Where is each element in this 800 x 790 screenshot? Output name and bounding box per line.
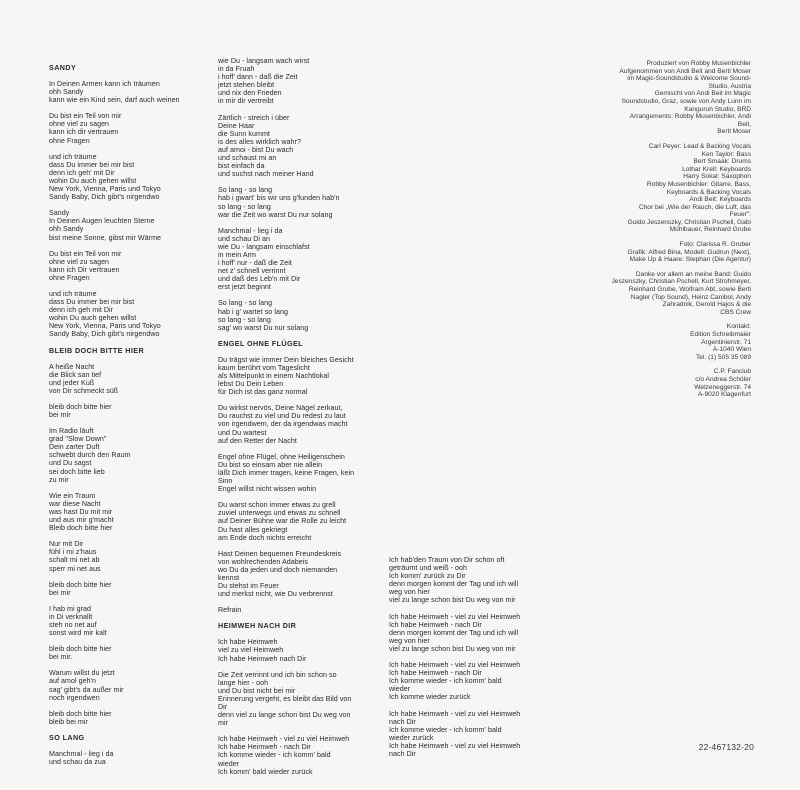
lyric-line: Erinnerung vergeht, es bleibt das Bild von	[218, 694, 352, 703]
lyric-line: kann wie ein Kind sein, darf auch weinen	[49, 96, 180, 105]
stanza-gap	[49, 597, 207, 605]
credit-line: Jeszenszky, Christian Pschell, Kurt Strohmeyer,	[611, 278, 751, 286]
lyric-line: nach Dir	[389, 749, 416, 758]
stanza-gap	[551, 361, 751, 368]
lyric-line: und Du bist nicht bei mir	[218, 686, 296, 695]
lyric-line: Engel ohne Flügel, ohne Heiligenschein	[218, 452, 345, 461]
lyric-line: Ich komme wieder - ich komm' bald	[389, 677, 502, 686]
credit-line: Aufgenommen von Andi Beit and Bertl Moser	[619, 67, 751, 75]
stanza-gap	[49, 201, 207, 209]
lyric-line: viel zu lange schon bist Du weg von mir	[389, 644, 516, 653]
lyric-line: dass Du immer bei mir bist	[49, 160, 135, 169]
credit-line: Guido Jeszenszky, Christian Pschell, Gabi	[627, 218, 751, 226]
credit-line: Soundstudio, Graz, sowie von Andy Lunn im	[621, 97, 751, 105]
lyric-line: Du bist ein Teil von mir	[49, 112, 122, 121]
lyric-line: wieder	[389, 685, 411, 694]
lyric-line: kann ich dir vertrauen	[49, 128, 119, 137]
lyric-line: jetzt stehen bleibt	[218, 81, 275, 90]
lyric-line: steh no net auf	[49, 620, 97, 629]
lyric-line: fühl i mi z'haus	[49, 548, 97, 557]
credit-line: Chor bei „Wie der Rauch, die Luft, das	[638, 203, 751, 211]
lyric-line: kaum berührt vom Tageslicht	[218, 363, 310, 372]
lyric-line: sperr mi net aus	[49, 564, 101, 573]
lyric-line: noch irgendwen	[49, 693, 100, 702]
lyric-line: Engel willst nicht wissen wohin	[218, 485, 317, 494]
lyric-line: schalt mi net ab	[49, 556, 100, 565]
catalog-number: 22-467132-20	[698, 742, 754, 752]
credit-line: Robby Musenbichler: Gitarre, Bass,	[646, 180, 751, 188]
stanza-gap	[218, 219, 378, 227]
stanza-gap	[218, 542, 378, 550]
lyric-line: Ich habe Heimweh - viel zu viel Heimweh	[389, 661, 521, 670]
lyric-line: und nix den Frieden	[218, 89, 282, 98]
lyric-line: So lang - so lang	[218, 299, 273, 308]
credit-line: C.P. Fanclub	[713, 368, 751, 376]
credit-line: Kanguruh Studio, BRD	[684, 105, 751, 113]
lyric-line: Du bist ein Teil von mir	[49, 249, 122, 258]
credit-line: Zahradnik, Gerold Hajos & die	[662, 301, 751, 309]
lyric-line: bei mir	[49, 588, 71, 597]
lyric-line: Dir	[218, 703, 228, 711]
lyric-line: Sandy	[49, 209, 70, 218]
lyric-line: ohne viel zu sagen	[49, 257, 110, 266]
lyric-line: von irgendwem, der da irgendwas macht	[218, 420, 348, 429]
credit-line: Edition Schreibmaier	[690, 331, 751, 338]
stanza-gap	[49, 282, 207, 290]
credit-line: Danke vor allem an meine Band: Guido	[635, 270, 751, 278]
credit-line: Mühlbauer, Reinhard Grube	[669, 226, 751, 234]
stanza-gap	[218, 348, 378, 356]
song-title: ENGEL OHNE FLÜGEL	[218, 338, 303, 348]
stanza-gap	[551, 234, 751, 241]
lyric-line: die Sunn kummt	[218, 129, 270, 138]
lyric-line: geträumt und weiß - ooh	[389, 564, 468, 573]
credit-line: Keyboards & Backing Vocals	[666, 188, 751, 196]
lyric-line: Du hast alles gekriegt	[218, 525, 288, 534]
lyric-line: Ich hab'den Traum von Dir schon oft	[389, 556, 505, 564]
lyric-line: zuviel unterwegs und etwas zu schnell	[218, 509, 341, 518]
lyric-line: lebst Du Dein Leben	[218, 380, 284, 389]
lyric-line: Deine Haar	[218, 121, 255, 130]
lyric-line: bist meine Sonne, gibst mir Wärme	[49, 233, 162, 242]
lyric-line: denn morgen kommt der Tag und ich will	[389, 628, 519, 637]
credit-line: Ken Taylor: Bass	[701, 150, 751, 158]
lyric-line: bei mir.	[49, 653, 73, 662]
lyric-line: So lang - so lang	[218, 186, 273, 195]
lyric-line: so lang - so lang	[218, 202, 271, 211]
lyric-line: denn viel zu lange schon bist Du weg von	[218, 711, 351, 720]
stanza-gap	[389, 605, 549, 613]
lyric-line: Du bist so einsam aber nie allein	[218, 460, 323, 469]
credit-line: Reinhard Grube, Wolfram Abt, sowie Berti	[628, 286, 751, 294]
lyric-line: net z' schnell verrinnt	[218, 267, 286, 276]
lyric-line: und Du sagst	[49, 459, 92, 468]
lyrics-column-left	[49, 64, 207, 766]
lyric-line: war diese Nacht	[49, 499, 101, 508]
credit-line: Feuer":	[729, 211, 751, 219]
stanza-gap	[218, 727, 378, 735]
credit-line: Harry Sokal: Saxophon	[683, 173, 751, 181]
stanza-gap	[49, 145, 207, 153]
lyric-line: Ich habe Heimweh - viel zu viel Heimweh	[218, 735, 350, 744]
credit-line: Andi Beit: Keyboards	[689, 196, 751, 204]
lyric-line: New York, Vienna, Paris und Tokyo	[49, 322, 161, 331]
lyric-line: in da Fruah	[218, 65, 255, 74]
stanza-gap	[49, 242, 207, 250]
credit-line: Kontakt:	[726, 323, 751, 331]
credit-line: A-1040 Wien	[712, 346, 751, 354]
lyric-line: sag' gibt's da außer mir	[49, 685, 124, 694]
song-title: HEIMWEH NACH DIR	[218, 621, 297, 631]
stanza-gap	[49, 104, 207, 112]
song-title: SANDY	[49, 63, 77, 72]
stanza-gap	[218, 598, 378, 606]
lyric-line: von wohlrechenden Adabeis	[218, 557, 308, 566]
lyric-line: A heiße Nacht	[49, 362, 95, 371]
lyric-line: auf den Retter der Nacht	[218, 436, 297, 445]
lyric-line: sei doch bitte lieb	[49, 467, 105, 476]
lyric-line: und ich träume	[49, 152, 97, 161]
stanza-gap	[218, 663, 378, 671]
lyric-line: und Du wartest	[218, 428, 267, 437]
lyric-line: Im Radio läuft	[49, 427, 94, 436]
lyric-line: ohne Fragen	[49, 273, 90, 282]
stanza-gap	[49, 72, 207, 80]
credit-line: c/o Andrea Schöler	[695, 375, 751, 383]
credit-line: Studio, Austria	[708, 82, 751, 90]
lyric-line: schwebt durch den Raum	[49, 451, 131, 460]
lyric-line: so lang - so lang	[218, 315, 271, 324]
lyric-line: Bleib doch bitte hier	[49, 524, 113, 533]
lyric-line: bleib doch bitte hier	[49, 402, 112, 411]
lyric-line: sag' wo warst Du nur solang	[218, 323, 309, 332]
lyric-line: Ich komm' zurück zu Dir	[389, 572, 466, 581]
lyric-line: Sandy Baby, Dich gibt's nirgendwo	[49, 330, 160, 339]
credit-line: Beit,	[737, 120, 751, 128]
credit-line: Produziert von Robby Musenbichler	[646, 60, 751, 67]
lyric-line: Ich habe Heimweh - viel zu viel Heimweh	[389, 709, 521, 718]
credit-line: CBS Crew	[720, 308, 751, 316]
lyric-line: ohh Sandy	[49, 88, 84, 97]
stanza-gap	[218, 178, 378, 186]
lyric-line: Ich habe Heimweh - nach Dir	[218, 743, 311, 752]
lyric-line: In Deinen Armen kann ich träumen	[49, 80, 160, 88]
lyric-line: und schau Di an	[218, 234, 271, 243]
stanza-gap	[218, 493, 378, 501]
lyric-line: Die Zeit verrinnt und ich bin schon so	[218, 670, 337, 679]
lyric-line: als Mittelpunkt in einem Nachtlokal	[218, 372, 329, 380]
lyric-line: New York, Vienna, Paris und Tokyo	[49, 185, 161, 194]
lyric-line: Dein zarter Duft	[49, 443, 100, 452]
credit-line: Tel. (1) 505 35 089	[696, 353, 751, 361]
lyric-line: Ich komme wieder zurück	[389, 693, 471, 702]
stanza-gap	[389, 653, 549, 661]
lyric-line: hab i g' wartet so lang	[218, 307, 288, 316]
song-title: BLEIB DOCH BITTE HIER	[49, 345, 145, 355]
stanza-gap	[389, 702, 549, 710]
lyric-line: bei mir	[49, 411, 71, 419]
lyric-line: in Di verknallt	[49, 612, 93, 621]
lyric-line: In Deinen Augen leuchten Sterne	[49, 217, 155, 226]
lyric-line: am Ende doch nichts erreicht	[218, 533, 312, 542]
lyric-line: in mein Arm	[218, 250, 256, 259]
lyric-line: wieder zurück	[389, 733, 434, 742]
lyric-line: in mir dir vertreibt	[218, 97, 274, 106]
stanza-gap	[218, 106, 378, 114]
lyric-line: Ich habe Heimweh nach Dir	[218, 654, 307, 663]
lyric-line: Ich habe Heimweh	[218, 638, 278, 647]
lyric-line: ohne Fragen	[49, 136, 90, 145]
lyric-line: bist einfach da	[218, 162, 265, 171]
stanza-gap	[49, 419, 207, 427]
lyric-line: Wie ein Traum	[49, 491, 96, 500]
lyric-line: Manchmal - lieg i da	[218, 226, 283, 235]
lyric-line: die Blick san tief	[49, 370, 102, 379]
lyric-line: war die Zeit wo warst Du nur solang	[218, 210, 333, 219]
lyric-line: wie Du - langsam einschlafst	[218, 242, 310, 251]
lyric-line: lange hier - ooh	[218, 678, 269, 687]
lyric-line: Refrain	[218, 606, 242, 615]
lyric-line: Ich komm' bald wieder zurück	[218, 767, 313, 776]
lyric-line: viel zu viel Heimweh	[218, 646, 284, 655]
credit-line: Bertl Moser	[717, 128, 751, 136]
lyric-line: weg von hier	[389, 588, 430, 597]
stanza-gap	[218, 630, 378, 638]
lyric-line: Sinn	[218, 477, 233, 486]
lyric-line: erst jetzt beginnt	[218, 283, 271, 292]
lyric-line: Ich komme wieder - ich komm' bald	[218, 751, 331, 760]
lyric-line: ohh Sandy	[49, 225, 84, 234]
lyric-line: denn morgen kommt der Tag und ich will	[389, 580, 519, 589]
stanza-gap	[49, 573, 207, 581]
lyric-line: wie Du - langsam wach wirst	[218, 57, 310, 65]
lyric-line: was hast Du mit mir	[49, 507, 113, 516]
lyric-line: und suchst nach meiner Hand	[218, 170, 314, 179]
lyric-line: sonst wird mir kalt	[49, 629, 107, 638]
credit-line: Carl Peyer: Lead & Backing Vocals	[648, 142, 751, 150]
lyric-line: Ich habe Heimweh - viel zu viel Heimweh	[389, 612, 521, 621]
lyric-line: nach Dir	[389, 717, 416, 726]
lyric-line: Du warst schon immer etwas zu grell	[218, 501, 336, 510]
lyric-line: Warum willst du jetzt	[49, 669, 115, 678]
lyric-line: Ich habe Heimweh - viel zu viel Heimweh	[389, 741, 521, 750]
credit-line: Nagler (Top Sound), Heinz Canibol, Andy	[630, 293, 751, 301]
credit-line: Argentinierstr. 71	[701, 338, 751, 346]
lyrics-column-middle	[218, 57, 378, 776]
credit-line: Make Up & Haare: Stephan (Die Agentur)	[629, 256, 751, 264]
lyric-line: und merkst nicht, wie Du verbrennst	[218, 590, 333, 599]
lyric-line: kennst	[218, 573, 240, 582]
credit-line: Grafik: Alfred Bina, Modell: Gudrun (Next),	[627, 248, 751, 256]
stanza-gap	[218, 291, 378, 299]
lyric-line: und schaust mi an	[218, 154, 277, 163]
lyric-line: weg von hier	[389, 636, 430, 645]
lyric-line: Ich komme wieder - ich komm' bald	[389, 725, 502, 734]
lyric-line: bleib doch bitte hier	[49, 580, 112, 589]
lyric-line: wo Du da jeden und doch niemanden	[218, 565, 338, 574]
lyric-line: grad "Slow Down"	[49, 435, 107, 444]
lyric-line: von Dir schmeckt süß	[49, 386, 119, 395]
lyric-line: kann ich Dir vertrauen	[49, 265, 120, 274]
credit-line: im Magic-Soundstudio & Welcome Sound-	[627, 75, 751, 83]
lyric-line: zu mir	[49, 475, 69, 484]
lyric-line: bleib doch bitte hier	[49, 645, 112, 654]
lyric-line: Du trägst wie immer Dein bleiches Gesicht	[218, 355, 354, 364]
stanza-gap	[551, 264, 751, 271]
credit-line: Welzeneggerstr. 74	[694, 383, 751, 391]
lyric-line: und jeder Kuß	[49, 378, 95, 387]
lyric-line: wohin Du auch gehen willst	[49, 314, 137, 323]
credit-line: Arrangements: Robby Musenbichler, Andi	[629, 113, 751, 121]
stanza-gap	[218, 396, 378, 404]
lyric-line: hab i gwart' bis wir uns g'funden hab'n	[218, 194, 340, 203]
lyric-line: dass Du immer bei mir bist	[49, 298, 135, 307]
stanza-gap	[218, 445, 378, 453]
credit-line: Lothar Krell: Keyboards	[682, 165, 751, 173]
stanza-gap	[551, 316, 751, 323]
lyric-line: denn ich geh mit Dir	[49, 306, 114, 315]
lyric-line: Manchmal - lieg i da	[49, 749, 114, 758]
lyric-line: Sandy Baby, Dich gibt's nirgendwo	[49, 193, 160, 202]
lyric-line: wohin Du auch gehen willst	[49, 176, 137, 185]
lyric-line: ohne viel zu sagen	[49, 120, 110, 129]
lyric-line: auf Deiner Bühne war die Rolle zu leicht	[218, 517, 347, 526]
lyric-line: mir	[218, 719, 228, 728]
lyric-line: Hast Deinen bequemen Freundeskreis	[218, 549, 342, 558]
lyric-line: Du stehst im Feuer	[218, 582, 279, 591]
stanza-gap	[49, 484, 207, 492]
credit-line: Bert Smaak: Drums	[693, 158, 751, 166]
stanza-gap	[49, 395, 207, 403]
stanza-gap	[49, 637, 207, 645]
lyric-line: Ich habe Heimweh - nach Dir	[389, 669, 482, 678]
lyric-line: bleib doch bitte hier	[49, 709, 112, 718]
stanza-gap	[49, 532, 207, 540]
lyric-line: für Dich ist das ganz normal	[218, 388, 308, 397]
lyric-line: und schau da zua	[49, 758, 106, 766]
stanza-gap	[551, 136, 751, 143]
credit-line: Gemischt von Andi Beit im Magic	[654, 90, 751, 98]
lyric-line: auf amol geh'n	[49, 677, 97, 686]
song-title: SO LANG	[49, 732, 85, 742]
lyric-line: wieder	[218, 759, 240, 768]
lyric-line: Ich habe Heimweh - nach Dir	[389, 620, 482, 629]
lyric-line: bleib bei mir	[49, 717, 88, 726]
lyric-line: denn ich geh' mit Dir	[49, 168, 115, 177]
lyric-line: auf amoi - bist Du wach	[218, 145, 294, 154]
lyric-line: Nur mit Dir	[49, 540, 84, 549]
lyric-line: Du wirkst nervös, Deine Nägel zerkaut,	[218, 404, 343, 413]
credit-line: Foto: Clarissa R. Gruber	[679, 241, 751, 249]
lyric-line: i hoff' nur - daß die Zeit	[218, 259, 292, 268]
stanza-gap	[49, 661, 207, 669]
lyric-line: is des alles wirklich wahr?	[218, 137, 301, 146]
lyric-line: läßt Dich immer tragen, keine Fragen, kein	[218, 468, 355, 477]
lyric-line: und aus mir g'macht	[49, 516, 114, 525]
lyric-line: Du rauchst zu viel und Du redest zu laut	[218, 412, 346, 421]
lyric-line: und ich träume	[49, 289, 97, 298]
stanza-gap	[49, 355, 207, 363]
credit-line: A-9020 Klagenfurt	[697, 391, 751, 399]
lyric-line: und daß des Leb'n mit Dir	[218, 275, 301, 284]
lyric-line: I hab mi grad	[49, 604, 92, 613]
lyrics-column-right	[389, 556, 549, 758]
lyric-line: i hoff' dann - daß die Zeit	[218, 73, 298, 82]
lyric-line: viel zu lange schon bist Du weg von mir	[389, 596, 516, 605]
stanza-gap	[49, 702, 207, 710]
stanza-gap	[49, 742, 207, 750]
credits-block	[551, 60, 751, 399]
lyric-line: Zärtlich - streich i über	[218, 113, 290, 122]
